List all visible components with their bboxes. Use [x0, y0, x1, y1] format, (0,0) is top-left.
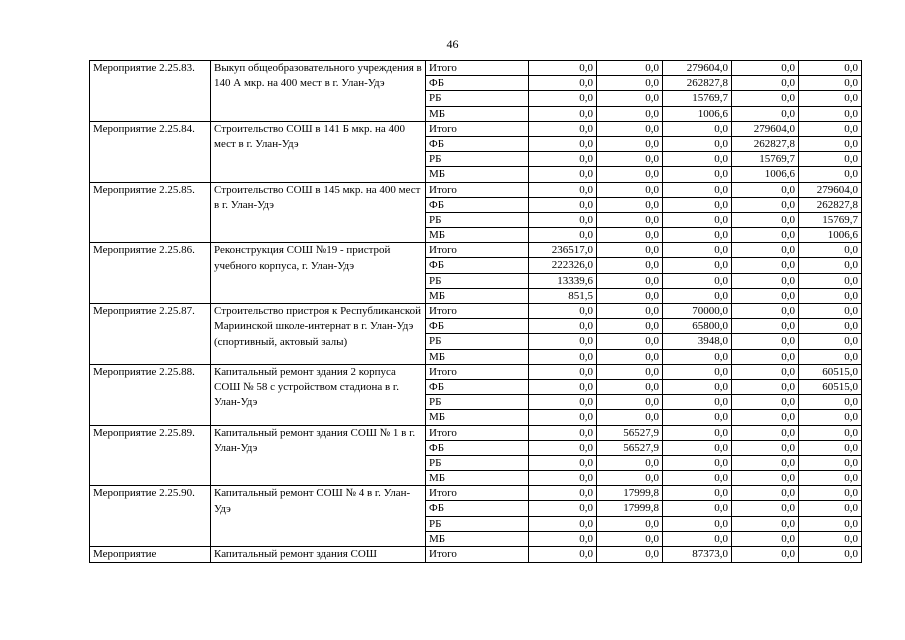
amount-cell: 0,0	[597, 304, 663, 319]
amount-cell: 15769,7	[799, 212, 862, 227]
amount-cell: 0,0	[732, 304, 799, 319]
table-row	[90, 425, 862, 440]
amount-cell: 0,0	[597, 152, 663, 167]
funding-source: Итого	[426, 61, 529, 76]
activity-id: Мероприятие 2.25.83.	[90, 61, 211, 122]
amount-cell: 0,0	[529, 228, 597, 243]
amount-cell: 0,0	[529, 516, 597, 531]
amount-cell: 262827,8	[663, 76, 732, 91]
activity-name: Капитальный ремонт здания СОШ № 1 в г. Улан-Удэ	[211, 425, 426, 486]
table-row	[90, 243, 862, 258]
amount-cell: 0,0	[732, 228, 799, 243]
amount-cell: 0,0	[597, 167, 663, 182]
amount-cell: 0,0	[732, 486, 799, 501]
funding-source: МБ	[426, 349, 529, 364]
amount-cell: 0,0	[732, 334, 799, 349]
amount-cell: 0,0	[597, 273, 663, 288]
amount-cell: 262827,8	[799, 197, 862, 212]
amount-cell: 0,0	[732, 547, 799, 563]
funding-source: ФБ	[426, 501, 529, 516]
amount-cell: 0,0	[732, 471, 799, 486]
table-row	[90, 182, 862, 197]
activity-id: Мероприятие 2.25.84.	[90, 121, 211, 182]
amount-cell: 0,0	[799, 395, 862, 410]
amount-cell: 0,0	[529, 425, 597, 440]
amount-cell: 0,0	[529, 136, 597, 151]
activity-name: Капитальный ремонт СОШ № 4 в г. Улан-Удэ	[211, 486, 426, 547]
amount-cell: 0,0	[529, 91, 597, 106]
amount-cell: 0,0	[663, 182, 732, 197]
amount-cell: 0,0	[732, 349, 799, 364]
amount-cell: 17999,8	[597, 486, 663, 501]
amount-cell: 0,0	[529, 547, 597, 563]
table-row	[90, 364, 862, 379]
amount-cell: 0,0	[529, 61, 597, 76]
amount-cell: 0,0	[732, 364, 799, 379]
funding-source: РБ	[426, 516, 529, 531]
amount-cell: 60515,0	[799, 379, 862, 394]
activity-id: Мероприятие 2.25.85.	[90, 182, 211, 243]
activity-id: Мероприятие 2.25.88.	[90, 364, 211, 425]
amount-cell: 0,0	[597, 547, 663, 563]
amount-cell: 0,0	[597, 228, 663, 243]
amount-cell: 0,0	[597, 334, 663, 349]
activity-name: Капитальный ремонт здания 2 корпуса СОШ № 58 с устройством стадиона в г. Улан-Удэ	[211, 364, 426, 425]
amount-cell: 0,0	[732, 410, 799, 425]
amount-cell: 1006,6	[663, 106, 732, 121]
amount-cell: 0,0	[732, 182, 799, 197]
amount-cell: 1006,6	[732, 167, 799, 182]
amount-cell: 0,0	[732, 243, 799, 258]
amount-cell: 0,0	[597, 516, 663, 531]
funding-source: ФБ	[426, 197, 529, 212]
amount-cell: 0,0	[529, 106, 597, 121]
amount-cell: 0,0	[529, 304, 597, 319]
amount-cell: 65800,0	[663, 319, 732, 334]
amount-cell: 0,0	[663, 273, 732, 288]
amount-cell: 56527,9	[597, 440, 663, 455]
amount-cell: 0,0	[529, 182, 597, 197]
funding-source: МБ	[426, 531, 529, 546]
table-body	[90, 61, 862, 563]
amount-cell: 17999,8	[597, 501, 663, 516]
amount-cell: 0,0	[663, 121, 732, 136]
amount-cell: 0,0	[799, 167, 862, 182]
amount-cell: 0,0	[529, 364, 597, 379]
amount-cell: 0,0	[732, 76, 799, 91]
amount-cell: 15769,7	[732, 152, 799, 167]
amount-cell: 0,0	[799, 136, 862, 151]
funding-source: ФБ	[426, 319, 529, 334]
amount-cell: 0,0	[597, 455, 663, 470]
amount-cell: 0,0	[799, 486, 862, 501]
amount-cell: 279604,0	[799, 182, 862, 197]
amount-cell: 222326,0	[529, 258, 597, 273]
amount-cell: 0,0	[663, 440, 732, 455]
funding-source: Итого	[426, 364, 529, 379]
amount-cell: 0,0	[799, 410, 862, 425]
funding-source: РБ	[426, 395, 529, 410]
amount-cell: 0,0	[663, 228, 732, 243]
amount-cell: 0,0	[663, 379, 732, 394]
amount-cell: 0,0	[597, 243, 663, 258]
amount-cell: 0,0	[529, 349, 597, 364]
activity-name: Строительство СОШ в 141 Б мкр. на 400 мест в г. Улан-Удэ	[211, 121, 426, 182]
amount-cell: 0,0	[732, 531, 799, 546]
amount-cell: 0,0	[732, 319, 799, 334]
activity-name: Реконструкция СОШ №19 - пристрой учебного корпуса, г. Улан-Удэ	[211, 243, 426, 304]
amount-cell: 0,0	[597, 76, 663, 91]
amount-cell: 0,0	[597, 379, 663, 394]
funding-source: Итого	[426, 425, 529, 440]
amount-cell: 0,0	[529, 197, 597, 212]
amount-cell: 0,0	[663, 349, 732, 364]
funding-source: РБ	[426, 212, 529, 227]
amount-cell: 0,0	[732, 106, 799, 121]
amount-cell: 0,0	[799, 349, 862, 364]
amount-cell: 0,0	[597, 182, 663, 197]
amount-cell: 0,0	[663, 516, 732, 531]
amount-cell: 70000,0	[663, 304, 732, 319]
amount-cell: 0,0	[732, 425, 799, 440]
amount-cell: 279604,0	[732, 121, 799, 136]
amount-cell: 0,0	[597, 395, 663, 410]
amount-cell: 0,0	[799, 61, 862, 76]
amount-cell: 0,0	[732, 91, 799, 106]
amount-cell: 0,0	[597, 197, 663, 212]
amount-cell: 0,0	[597, 61, 663, 76]
amount-cell: 60515,0	[799, 364, 862, 379]
amount-cell: 0,0	[732, 455, 799, 470]
amount-cell: 0,0	[597, 471, 663, 486]
funding-source: ФБ	[426, 379, 529, 394]
amount-cell: 0,0	[529, 395, 597, 410]
table-row	[90, 304, 862, 319]
amount-cell: 0,0	[597, 349, 663, 364]
amount-cell: 0,0	[529, 334, 597, 349]
amount-cell: 0,0	[663, 167, 732, 182]
amount-cell: 0,0	[529, 486, 597, 501]
amount-cell: 0,0	[529, 440, 597, 455]
amount-cell: 0,0	[597, 410, 663, 425]
amount-cell: 0,0	[529, 152, 597, 167]
page-number: 46	[446, 37, 459, 51]
amount-cell: 0,0	[597, 364, 663, 379]
amount-cell: 1006,6	[799, 228, 862, 243]
funding-source: РБ	[426, 455, 529, 470]
funding-source: ФБ	[426, 136, 529, 151]
activity-id: Мероприятие 2.25.90.	[90, 486, 211, 547]
amount-cell: 0,0	[732, 379, 799, 394]
amount-cell: 0,0	[529, 501, 597, 516]
funding-source: ФБ	[426, 258, 529, 273]
amount-cell: 0,0	[732, 197, 799, 212]
amount-cell: 0,0	[529, 212, 597, 227]
amount-cell: 0,0	[663, 410, 732, 425]
amount-cell: 236517,0	[529, 243, 597, 258]
amount-cell: 0,0	[732, 61, 799, 76]
amount-cell: 0,0	[663, 364, 732, 379]
funding-source: МБ	[426, 288, 529, 303]
amount-cell: 0,0	[597, 212, 663, 227]
amount-cell: 0,0	[529, 121, 597, 136]
amount-cell: 0,0	[799, 516, 862, 531]
funding-source: РБ	[426, 152, 529, 167]
activity-name: Строительство СОШ в 145 мкр. на 400 мест в г. Улан-Удэ	[211, 182, 426, 243]
amount-cell: 0,0	[732, 273, 799, 288]
amount-cell: 0,0	[799, 440, 862, 455]
amount-cell: 0,0	[732, 516, 799, 531]
funding-source: ФБ	[426, 76, 529, 91]
activity-name: Строительство пристроя к Республиканской Мариинской школе-интернат в г. Улан-Удэ (спортивный, актовый залы)	[211, 304, 426, 365]
amount-cell: 0,0	[732, 288, 799, 303]
amount-cell: 0,0	[799, 288, 862, 303]
amount-cell: 0,0	[799, 501, 862, 516]
amount-cell: 0,0	[663, 455, 732, 470]
amount-cell: 0,0	[663, 258, 732, 273]
table-row	[90, 61, 862, 76]
amount-cell: 0,0	[799, 273, 862, 288]
funding-source: Итого	[426, 243, 529, 258]
activity-id: Мероприятие 2.25.87.	[90, 304, 211, 365]
amount-cell: 0,0	[529, 319, 597, 334]
amount-cell: 0,0	[732, 258, 799, 273]
activity-name: Капитальный ремонт здания СОШ	[211, 547, 426, 563]
amount-cell: 0,0	[799, 76, 862, 91]
funding-source: РБ	[426, 273, 529, 288]
funding-source: Итого	[426, 182, 529, 197]
amount-cell: 0,0	[663, 152, 732, 167]
amount-cell: 0,0	[597, 258, 663, 273]
amount-cell: 0,0	[529, 167, 597, 182]
amount-cell: 0,0	[529, 471, 597, 486]
amount-cell: 0,0	[799, 547, 862, 563]
funding-source: МБ	[426, 167, 529, 182]
funding-source: МБ	[426, 410, 529, 425]
amount-cell: 0,0	[663, 212, 732, 227]
amount-cell: 262827,8	[732, 136, 799, 151]
table-row	[90, 486, 862, 501]
amount-cell: 0,0	[799, 471, 862, 486]
amount-cell: 56527,9	[597, 425, 663, 440]
funding-source: Итого	[426, 304, 529, 319]
activity-id: Мероприятие	[90, 547, 211, 563]
funding-source: МБ	[426, 471, 529, 486]
amount-cell: 0,0	[529, 379, 597, 394]
amount-cell: 0,0	[663, 531, 732, 546]
funding-source: ФБ	[426, 440, 529, 455]
funding-source: МБ	[426, 228, 529, 243]
amount-cell: 0,0	[799, 304, 862, 319]
amount-cell: 0,0	[799, 425, 862, 440]
amount-cell: 0,0	[663, 471, 732, 486]
amount-cell: 0,0	[799, 243, 862, 258]
amount-cell: 0,0	[663, 288, 732, 303]
funding-source: РБ	[426, 91, 529, 106]
amount-cell: 0,0	[597, 319, 663, 334]
activity-id: Мероприятие 2.25.89.	[90, 425, 211, 486]
funding-source: РБ	[426, 334, 529, 349]
amount-cell: 0,0	[799, 455, 862, 470]
amount-cell: 0,0	[799, 531, 862, 546]
amount-cell: 0,0	[732, 440, 799, 455]
amount-cell: 0,0	[732, 501, 799, 516]
amount-cell: 0,0	[663, 425, 732, 440]
amount-cell: 851,5	[529, 288, 597, 303]
amount-cell: 0,0	[663, 197, 732, 212]
amount-cell: 0,0	[663, 501, 732, 516]
amount-cell: 3948,0	[663, 334, 732, 349]
amount-cell: 0,0	[663, 243, 732, 258]
amount-cell: 15769,7	[663, 91, 732, 106]
amount-cell: 13339,6	[529, 273, 597, 288]
activity-id: Мероприятие 2.25.86.	[90, 243, 211, 304]
amount-cell: 0,0	[799, 319, 862, 334]
table-row	[90, 121, 862, 136]
amount-cell: 0,0	[799, 334, 862, 349]
amount-cell: 0,0	[529, 410, 597, 425]
amount-cell: 0,0	[663, 136, 732, 151]
amount-cell: 0,0	[597, 121, 663, 136]
amount-cell: 0,0	[799, 258, 862, 273]
amount-cell: 0,0	[799, 121, 862, 136]
amount-cell: 0,0	[732, 212, 799, 227]
amount-cell: 0,0	[529, 531, 597, 546]
amount-cell: 279604,0	[663, 61, 732, 76]
amount-cell: 0,0	[663, 395, 732, 410]
budget-table	[89, 60, 862, 563]
activity-name: Выкуп общеобразовательного учреждения в 140 А мкр. на 400 мест в г. Улан-Удэ	[211, 61, 426, 122]
amount-cell: 0,0	[663, 486, 732, 501]
amount-cell: 0,0	[597, 91, 663, 106]
funding-source: Итого	[426, 121, 529, 136]
amount-cell: 0,0	[529, 455, 597, 470]
amount-cell: 0,0	[597, 106, 663, 121]
amount-cell: 0,0	[799, 106, 862, 121]
amount-cell: 0,0	[799, 91, 862, 106]
amount-cell: 0,0	[799, 152, 862, 167]
table-row	[90, 547, 862, 563]
amount-cell: 0,0	[529, 76, 597, 91]
amount-cell: 0,0	[597, 531, 663, 546]
amount-cell: 87373,0	[663, 547, 732, 563]
amount-cell: 0,0	[597, 288, 663, 303]
amount-cell: 0,0	[597, 136, 663, 151]
funding-source: Итого	[426, 547, 529, 563]
funding-source: МБ	[426, 106, 529, 121]
funding-source: Итого	[426, 486, 529, 501]
amount-cell: 0,0	[732, 395, 799, 410]
